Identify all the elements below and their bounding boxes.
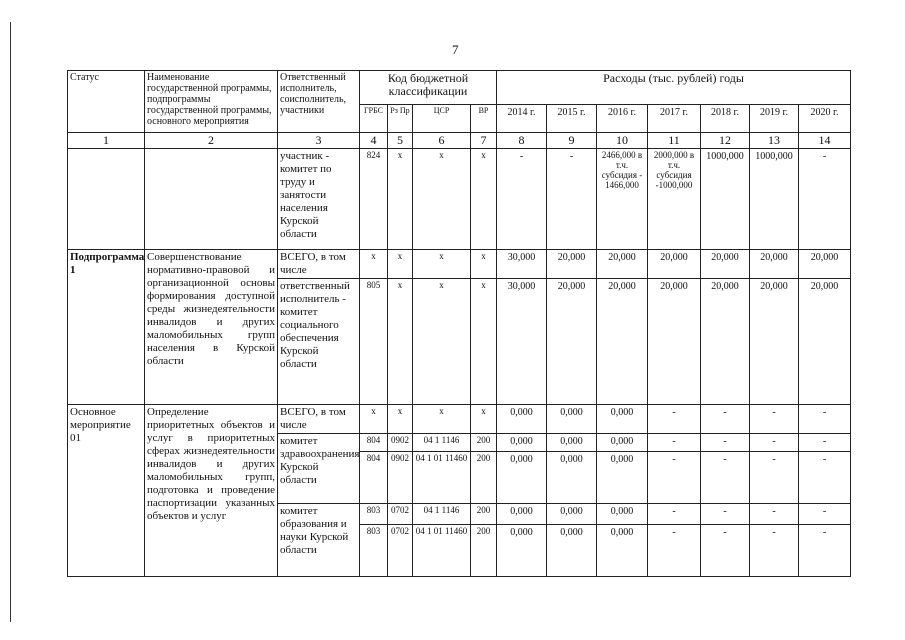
csr-cell: x: [413, 250, 471, 279]
value-cell: -: [750, 452, 799, 504]
grbs-cell: 805: [360, 279, 388, 405]
header-year: 2016 г.: [597, 105, 648, 133]
column-number: 4: [360, 133, 388, 149]
vr-cell: 200: [471, 504, 497, 525]
column-number: 2: [145, 133, 278, 149]
csr-cell: x: [413, 279, 471, 405]
value-cell: 1000,000: [701, 149, 750, 250]
responsible-cell: ВСЕГО, в том числе: [278, 250, 360, 279]
column-number: 7: [471, 133, 497, 149]
value-cell: 0,000: [547, 504, 597, 525]
value-cell: -: [547, 149, 597, 250]
rzpr-cell: 0702: [388, 525, 413, 577]
value-cell: -: [701, 504, 750, 525]
grbs-cell: 803: [360, 504, 388, 525]
vr-cell: 200: [471, 434, 497, 452]
value-cell: 20,000: [547, 279, 597, 405]
value-cell: 0,000: [497, 452, 547, 504]
value-cell: -: [799, 504, 851, 525]
page-number: 7: [452, 42, 459, 57]
header-status: Статус: [68, 71, 145, 133]
column-number: 8: [497, 133, 547, 149]
value-cell: 0,000: [547, 525, 597, 577]
csr-cell: x: [413, 405, 471, 434]
header-csr: ЦСР: [413, 105, 471, 133]
budget-table: [67, 70, 851, 577]
csr-cell: x: [413, 149, 471, 250]
rzpr-cell: 0902: [388, 452, 413, 504]
name-cell: [145, 149, 278, 250]
responsible-cell: участник - комитет по труду и занятости населения Курской области: [278, 149, 360, 250]
header-year: 2014 г.: [497, 105, 547, 133]
column-number: 9: [547, 133, 597, 149]
header-responsible: Ответственный исполнитель, соисполнитель, участники: [278, 71, 360, 133]
column-number: 5: [388, 133, 413, 149]
value-cell: -: [648, 434, 701, 452]
column-number: 1: [68, 133, 145, 149]
header-expenses: Расходы (тыс. рублей) годы: [497, 71, 851, 105]
column-number: 14: [799, 133, 851, 149]
column-number-row: [68, 133, 851, 149]
value-cell: 20,000: [648, 279, 701, 405]
value-cell: -: [799, 452, 851, 504]
value-cell: 20,000: [597, 250, 648, 279]
value-cell: 20,000: [701, 250, 750, 279]
value-cell: -: [701, 434, 750, 452]
responsible-cell: ответственный исполнитель - комитет социального обеспечения Курской области: [278, 279, 360, 405]
header-budget-code: Код бюджетной классификации: [360, 71, 497, 105]
header-year: 2015 г.: [547, 105, 597, 133]
grbs-cell: 804: [360, 434, 388, 452]
value-cell: 0,000: [547, 452, 597, 504]
value-cell: -: [799, 434, 851, 452]
value-cell: -: [648, 525, 701, 577]
vr-cell: 200: [471, 452, 497, 504]
csr-cell: 04 1 01 11460: [413, 452, 471, 504]
header-grbs: ГРБС: [360, 105, 388, 133]
vr-cell: x: [471, 250, 497, 279]
value-cell: 2466,000 в т.ч. субсидия - 1466,000: [597, 149, 648, 250]
csr-cell: 04 1 01 11460: [413, 525, 471, 577]
grbs-cell: 803: [360, 525, 388, 577]
column-number: 3: [278, 133, 360, 149]
value-cell: -: [799, 405, 851, 434]
value-cell: 1000,000: [750, 149, 799, 250]
csr-cell: 04 1 1146: [413, 434, 471, 452]
value-cell: 20,000: [750, 250, 799, 279]
value-cell: -: [799, 525, 851, 577]
responsible-cell: ВСЕГО, в том числе: [278, 405, 360, 434]
rzpr-cell: x: [388, 405, 413, 434]
name-cell: Определение приоритетных объектов и услуг в приоритетных сферах жизнедеятельности инвалидов и других маломобильных групп, подготовка и проведение паспортизации указанных объектов и услуг: [145, 405, 278, 577]
value-cell: -: [701, 525, 750, 577]
rzpr-cell: x: [388, 279, 413, 405]
rzpr-cell: x: [388, 149, 413, 250]
value-cell: -: [701, 452, 750, 504]
value-cell: -: [750, 405, 799, 434]
header-year: 2019 г.: [750, 105, 799, 133]
rzpr-cell: x: [388, 250, 413, 279]
value-cell: 0,000: [597, 405, 648, 434]
table-row: [68, 250, 851, 279]
page-margin-line: [10, 22, 11, 622]
grbs-cell: 804: [360, 452, 388, 504]
value-cell: -: [648, 504, 701, 525]
value-cell: 30,000: [497, 250, 547, 279]
value-cell: -: [799, 149, 851, 250]
value-cell: 20,000: [750, 279, 799, 405]
value-cell: -: [750, 525, 799, 577]
value-cell: 0,000: [597, 434, 648, 452]
header-year: 2020 г.: [799, 105, 851, 133]
column-number: 13: [750, 133, 799, 149]
column-number: 11: [648, 133, 701, 149]
responsible-cell: комитет образования и науки Курской области: [278, 504, 360, 577]
column-number: 6: [413, 133, 471, 149]
column-number: 10: [597, 133, 648, 149]
value-cell: -: [648, 452, 701, 504]
value-cell: 0,000: [497, 525, 547, 577]
value-cell: 0,000: [497, 504, 547, 525]
value-cell: -: [648, 405, 701, 434]
rzpr-cell: 0902: [388, 434, 413, 452]
value-cell: 0,000: [497, 405, 547, 434]
header-rzpr: Рз Пр: [388, 105, 413, 133]
value-cell: 0,000: [547, 434, 597, 452]
grbs-cell: x: [360, 405, 388, 434]
value-cell: 0,000: [597, 504, 648, 525]
vr-cell: 200: [471, 525, 497, 577]
header-vr: ВР: [471, 105, 497, 133]
value-cell: -: [497, 149, 547, 250]
value-cell: 20,000: [799, 250, 851, 279]
vr-cell: x: [471, 149, 497, 250]
value-cell: -: [701, 405, 750, 434]
status-cell: [68, 149, 145, 250]
value-cell: 20,000: [597, 279, 648, 405]
grbs-cell: x: [360, 250, 388, 279]
value-cell: 0,000: [597, 452, 648, 504]
table-row: [68, 149, 851, 250]
csr-cell: 04 1 1146: [413, 504, 471, 525]
value-cell: 20,000: [547, 250, 597, 279]
vr-cell: x: [471, 405, 497, 434]
value-cell: 0,000: [597, 525, 648, 577]
rzpr-cell: 0702: [388, 504, 413, 525]
header-row: [68, 71, 851, 105]
grbs-cell: 824: [360, 149, 388, 250]
value-cell: 20,000: [701, 279, 750, 405]
header-name: Наименование государственной программы, подпрограммы государственной программы, основного мероприятия: [145, 71, 278, 133]
responsible-cell: комитет здравоохранения Курской области: [278, 434, 360, 504]
value-cell: 2000,000 в т.ч. субсидия -1000,000: [648, 149, 701, 250]
table-row: [68, 405, 851, 434]
value-cell: -: [750, 434, 799, 452]
vr-cell: x: [471, 279, 497, 405]
header-year: 2017 г.: [648, 105, 701, 133]
value-cell: 0,000: [497, 434, 547, 452]
status-cell: Подпрограмма 1: [68, 250, 145, 405]
status-cell: Основное мероприятие 01: [68, 405, 145, 577]
value-cell: 20,000: [799, 279, 851, 405]
header-year: 2018 г.: [701, 105, 750, 133]
value-cell: -: [750, 504, 799, 525]
value-cell: 20,000: [648, 250, 701, 279]
value-cell: 0,000: [547, 405, 597, 434]
value-cell: 30,000: [497, 279, 547, 405]
column-number: 12: [701, 133, 750, 149]
name-cell: Совершенствование нормативно-правовой и организационной основы формирования доступной среды жизнедеятельности инвалидов и других маломобильных групп населения в Курской области: [145, 250, 278, 405]
